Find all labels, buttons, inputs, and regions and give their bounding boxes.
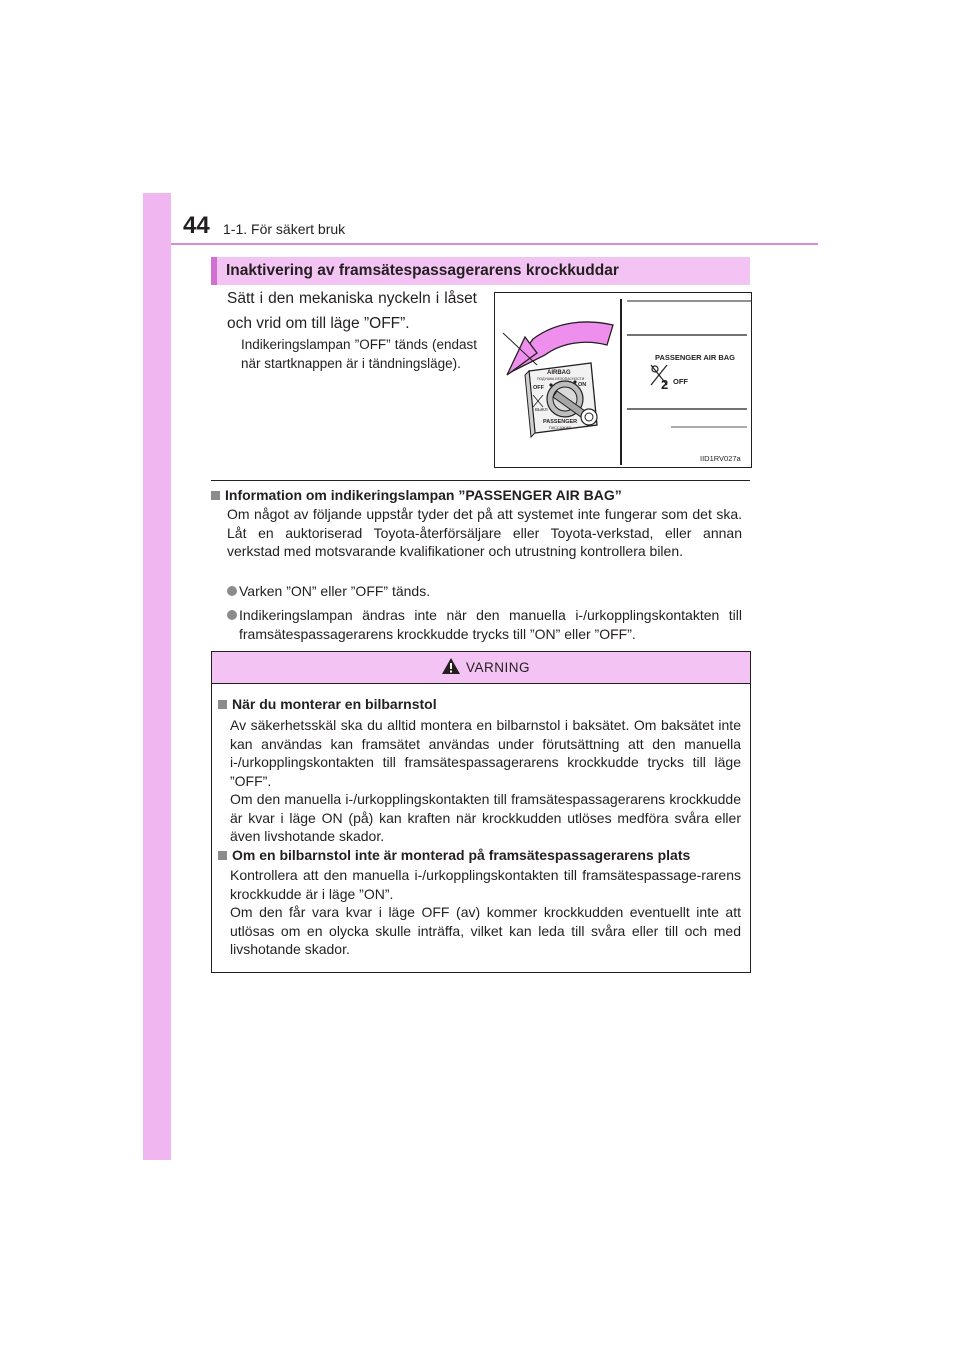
page-number: 44 (183, 212, 210, 239)
image-code: IID1RV027a (700, 454, 741, 463)
indicator-off-label: OFF (673, 377, 688, 386)
info-heading (211, 487, 622, 503)
section-title: 1-1. För säkert bruk (223, 221, 346, 237)
warning-subheading-text: När du monterar en bilbarnstol (232, 696, 437, 712)
panel-label: PASSENGER AIR BAG (655, 353, 736, 362)
switch-airbag-label: AIRBAG (547, 370, 571, 376)
switch-passenger-label: PASSENGER (543, 419, 578, 425)
warning-box (211, 651, 751, 973)
switch-cyrillic-passenger: ПАССАЖИР (549, 426, 571, 430)
side-color-strip (143, 193, 171, 1160)
warning-paragraph: Om den manuella i-/urkopplingskontakten till framsätespassagerarens krockkudde är kvar i läge ON (på) kan kraften när krockkudden utlöses medföra svåra eller även livshotande skador. (230, 791, 741, 844)
info-body: Om något av följande uppstår tyder det på att systemet inte fungerar som det ska. Låt en auktoriserad Toyota-återförsäljare eller Toyota-verkstad, eller annan verkstad med motsvarande kvalifikationer och utrustning kontrollera bilen. (227, 506, 742, 559)
square-bullet-icon (218, 851, 227, 860)
info-heading-text: Information om indikeringslampan ”PASSENGER AIR BAG” (225, 487, 622, 503)
section-heading (211, 257, 750, 285)
svg-text:2: 2 (661, 377, 669, 392)
warning-subheading (218, 847, 690, 863)
round-bullet-icon (227, 610, 237, 620)
info-bullet (227, 606, 742, 643)
round-bullet-icon (227, 586, 237, 596)
switch-off-label: OFF (533, 385, 544, 391)
square-bullet-icon (211, 491, 220, 500)
step-instruction: Sätt i den mekaniska nyckeln i låset och vrid om till läge ”OFF”. (227, 290, 477, 332)
header-rule (171, 243, 818, 245)
warning-triangle-icon (441, 657, 461, 675)
switch-on-label: ON (578, 382, 587, 388)
step-note: Indikeringslampan ”OFF” tänds (endast när startknappen är i tändningsläge). (241, 337, 477, 371)
warning-subheading (218, 696, 437, 712)
warning-header (212, 652, 750, 684)
heading-accent (211, 257, 217, 285)
warning-paragraph: Av säkerhetsskäl ska du alltid montera en bilbarnstol i baksätet. Om baksätet inte kan användas kan framsätet användas under förutsättning att den manuella i-/urkopplingskontakten till framsätespassagerarens krockkudde trycks till läge ”OFF”. (230, 717, 741, 789)
warning-paragraph: Kontrollera att den manuella i-/urkopplingskontakten till framsätespassage-rarens krockkudde är i läge ”ON”. (230, 867, 741, 902)
airbag-switch-housing (525, 363, 597, 437)
info-bullet (227, 582, 742, 601)
illustration-drawing (495, 293, 751, 467)
switch-cyrillic-top: ПОДУШКА БЕЗОПАСНОСТИ (537, 377, 585, 381)
warning-subheading-text: Om en bilbarnstol inte är monterad på framsätespassagerarens plats (232, 847, 691, 863)
switch-cyrillic-off: ВЫКЛ (535, 407, 548, 412)
warning-paragraph: Om den får vara kvar i läge OFF (av) kommer krockkudden eventuellt inte att utlösas om en olycka skulle inträffa, vilket kan leda till svåra eller till och med livshotande skador. (230, 904, 741, 957)
airbag-off-indicator-icon (651, 365, 668, 392)
section-divider (211, 480, 750, 481)
warning-label: VARNING (466, 660, 531, 675)
section-heading-text: Inaktivering av framsätespassagerarens krockkuddar (226, 262, 619, 279)
square-bullet-icon (218, 700, 227, 709)
airbag-switch-illustration (494, 292, 752, 468)
info-bullet-text: Varken ”ON” eller ”OFF” tänds. (239, 583, 431, 599)
info-bullet-text: Indikeringslampan ändras inte när den manuella i-/urkopplingskontakten till framsätespassagerarens krockkudde trycks till ”ON” eller ”OFF”. (239, 607, 742, 642)
